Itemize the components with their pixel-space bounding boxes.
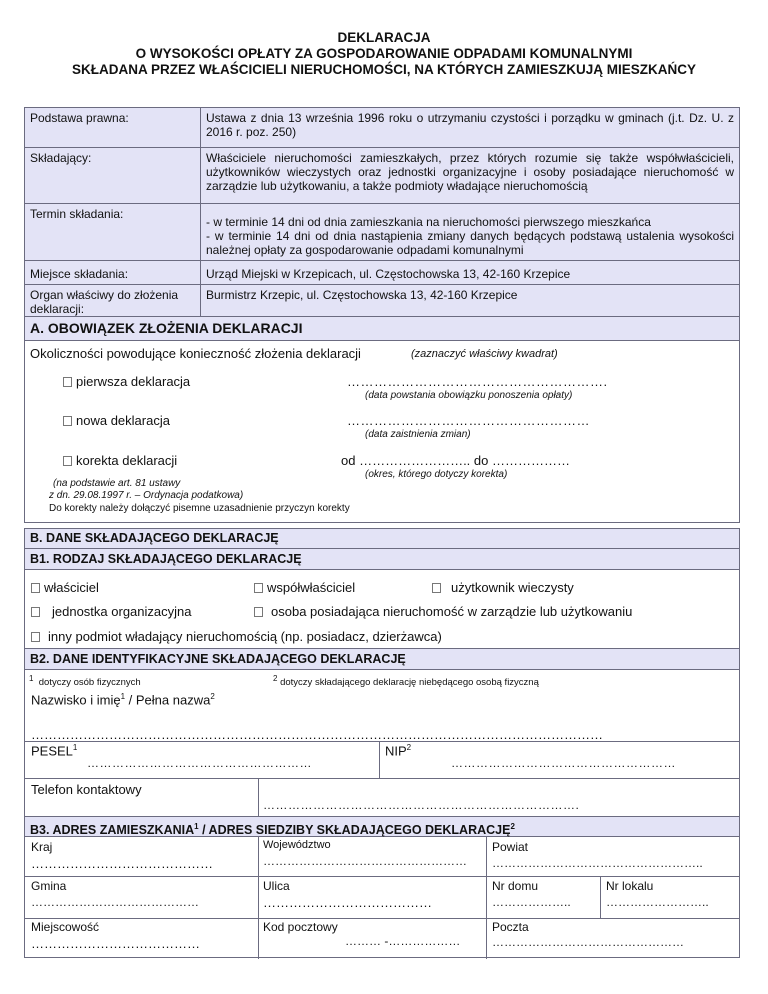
footnote-1: $^1$ dotyczy osób fizycznych: [29, 674, 141, 689]
owner-label: właściciel: [44, 580, 99, 595]
podstawa-label: Podstawa prawna:: [25, 108, 201, 148]
new-declaration-date-hint: (data zaistnienia zmian): [365, 429, 471, 440]
organizational-unit-checkbox[interactable]: [31, 607, 40, 617]
pesel-label: PESEL$^1$: [31, 743, 78, 759]
form-title: DEKLARACJA: [337, 30, 431, 45]
house-number-field[interactable]: ………………..: [492, 895, 571, 909]
house-number-label: Nr domu: [492, 879, 539, 893]
fullname-label-text: / Pełna nazwa: [125, 692, 211, 708]
correction-checkbox[interactable]: [63, 456, 72, 466]
apartment-number-label: Nr lokalu: [606, 879, 654, 893]
section-b: [24, 528, 740, 958]
footnote-2-text: dotyczy składającego deklarację niebędącego osobą fizyczną: [280, 677, 539, 689]
name-label-text: Nazwisko i imię: [31, 692, 121, 708]
other-entity-label: inny podmiot władający nieruchomością (np. posiadacz, dzierżawca): [48, 629, 442, 644]
co-owner-checkbox[interactable]: [254, 583, 263, 593]
other-entity-checkbox[interactable]: [31, 632, 40, 642]
post-office-label: Poczta: [492, 920, 529, 934]
skladajacy-label: Składający:: [25, 148, 201, 204]
nip-field[interactable]: ………………………………………………: [451, 756, 676, 770]
legal-info-table: [24, 107, 740, 320]
street-label: Ulica: [263, 879, 290, 893]
organ-value: Burmistrz Krzepic, ul. Częstochowska 13, 42-160 Krzepice: [201, 285, 740, 320]
organizational-unit-label: jednostka organizacyjna: [52, 604, 192, 619]
correction-period-hint: (okres, którego dotyczy korekta): [365, 469, 508, 480]
perpetual-user-checkbox[interactable]: [432, 583, 441, 593]
correction-note-2: z dn. 29.08.1997 r. – Ordynacja podatkowa): [49, 490, 244, 501]
miejsce-value: Urząd Miejski w Krzepicach, ul. Częstochowska 13, 42-160 Krzepice: [201, 261, 740, 285]
name-label: Nazwisko i imię$^1$ / Pełna nazwa$^2$: [31, 692, 215, 708]
country-field[interactable]: ……………………………………: [31, 856, 213, 871]
co-owner-option[interactable]: [254, 580, 355, 595]
first-declaration-date-field[interactable]: ………………………………………………….: [347, 374, 608, 389]
county-label: Powiat: [492, 840, 529, 854]
county-field[interactable]: ……………………………………………..: [492, 856, 703, 870]
voivodeship-field[interactable]: ……………………………………………: [263, 854, 467, 868]
termin-value-2: - w terminie 14 dni od dnia nastąpienia zmiany danych będących podstawą ustalenia wysokości należnej opłaty za gospodarowanie odpadami komunalnymi: [206, 229, 734, 257]
new-declaration-option[interactable]: [63, 413, 170, 428]
correction-option[interactable]: [63, 453, 177, 468]
perpetual-user-label: użytkownik wieczysty: [451, 580, 574, 595]
new-declaration-date-field[interactable]: ………………………………………………: [347, 413, 590, 428]
first-declaration-date-hint: (data powstania obowiązku ponoszenia opłaty): [365, 390, 573, 401]
footnote-1-text: dotyczy osób fizycznych: [38, 677, 141, 689]
manager-checkbox[interactable]: [254, 607, 263, 617]
footnote-2: $^2$ dotyczy składającego deklarację niebędącego osobą fizyczną: [273, 674, 539, 689]
owner-checkbox[interactable]: [31, 583, 40, 593]
correction-period-field[interactable]: od …………………….. do ………………: [341, 453, 570, 468]
post-office-field[interactable]: …………………………………………: [492, 935, 684, 949]
section-b3-title-a: B3. ADRES ZAMIESZKANIA: [30, 823, 195, 838]
co-owner-label: współwłaściciel: [267, 580, 356, 595]
first-declaration-option[interactable]: [63, 374, 190, 389]
first-declaration-label: pierwsza deklaracja: [76, 374, 191, 389]
termin-value: [201, 204, 740, 261]
form-subtitle: O WYSOKOŚCI OPŁATY ZA GOSPODAROWANIE ODPADAMI KOMUNALNYMI: [135, 46, 633, 61]
section-b1-title: B1. RODZAJ SKŁADAJĄCEGO DEKLARACJĘ: [25, 549, 739, 570]
city-label: Miejscowość: [31, 920, 100, 934]
apartment-number-field[interactable]: ……………………..: [606, 895, 709, 909]
section-a-intro: Okoliczności powodujące konieczność złożenia deklaracji: [30, 346, 361, 361]
perpetual-user-option[interactable]: [432, 580, 574, 595]
pesel-label-text: PESEL: [31, 743, 73, 759]
city-field[interactable]: …………………………………: [31, 936, 200, 951]
skladajacy-value: Właściciele nieruchomości zamieszkałych, przez których rozumie się także współwłaścicieli, użytkowników wieczystych oraz jednostki organizacyjne i osoby posiadające nieruchomość w zarządzie lub użytkowaniu, a także podmioty władające nieruchomością: [201, 148, 740, 204]
correction-label: korekta deklaracji: [76, 453, 178, 468]
section-a-hint: (zaznaczyć właściwy kwadrat): [411, 348, 558, 360]
section-b2-title: B2. DANE IDENTYFIKACYJNE SKŁADAJĄCEGO DEKLARACJĘ: [25, 648, 739, 670]
name-field[interactable]: ……………………………………………………………………………………………………………………: [31, 727, 603, 742]
correction-note-3: Do korekty należy dołączyć pisemne uzasadnienie przyczyn korekty: [49, 503, 350, 514]
new-declaration-label: nowa deklaracja: [76, 413, 170, 428]
street-field[interactable]: …………………………………: [263, 895, 432, 910]
organizational-unit-option[interactable]: [31, 604, 191, 619]
manager-label: osoba posiadająca nieruchomość w zarządzie lub użytkowaniu: [271, 604, 633, 619]
termin-value-1: - w terminie 14 dni od dnia zamieszkania na nieruchomości pierwszego mieszkańca: [206, 215, 651, 229]
manager-option[interactable]: [254, 604, 632, 619]
nip-label-text: NIP: [385, 743, 407, 759]
correction-note-1: (na podstawie art. 81 ustawy: [53, 478, 181, 489]
section-a-title: A. OBOWIĄZEK ZŁOŻENIA DEKLARACJI: [25, 317, 739, 341]
country-label: Kraj: [31, 840, 53, 854]
phone-label: Telefon kontaktowy: [31, 782, 142, 797]
miejsce-label: Miejsce składania:: [25, 261, 201, 285]
first-declaration-checkbox[interactable]: [63, 377, 72, 387]
organ-label: Organ właściwy do złożenia deklaracji:: [25, 285, 201, 320]
owner-option[interactable]: [31, 580, 99, 595]
pesel-field[interactable]: ………………………………………………: [87, 756, 312, 770]
new-declaration-checkbox[interactable]: [63, 416, 72, 426]
termin-label: Termin składania:: [25, 204, 201, 261]
commune-label: Gmina: [31, 879, 67, 893]
form-subtitle-2: SKŁADANA PRZEZ WŁAŚCICIELI NIERUCHOMOŚCI, NA KTÓRYCH ZAMIESZKUJĄ MIESZKAŃCY: [72, 62, 696, 77]
phone-field[interactable]: ………………………………………………………………….: [263, 798, 580, 812]
voivodeship-label: Województwo: [263, 839, 331, 851]
section-b3-title-b: / ADRES SIEDZIBY SKŁADAJĄCEGO DEKLARACJĘ: [198, 823, 511, 838]
section-b3-title: B3. ADRES ZAMIESZKANIA$^1$ / ADRES SIEDZIBY SKŁADAJĄCEGO DEKLARACJĘ$^2$: [25, 816, 739, 837]
section-b-title: B. DANE SKŁADAJĄCEGO DEKLARACJĘ: [25, 529, 739, 549]
section-a: [24, 316, 740, 523]
nip-label: NIP$^2$: [385, 743, 412, 759]
commune-field[interactable]: ……………………………………: [31, 895, 199, 909]
postal-code-label: Kod pocztowy: [263, 920, 338, 934]
postal-code-field[interactable]: ……… -………………: [345, 934, 461, 948]
podstawa-value: Ustawa z dnia 13 września 1996 roku o utrzymaniu czystości i porządku w gminach (j.t. Dz. U. z 2016 r. poz. 250): [201, 108, 740, 148]
other-entity-option[interactable]: [31, 629, 442, 644]
